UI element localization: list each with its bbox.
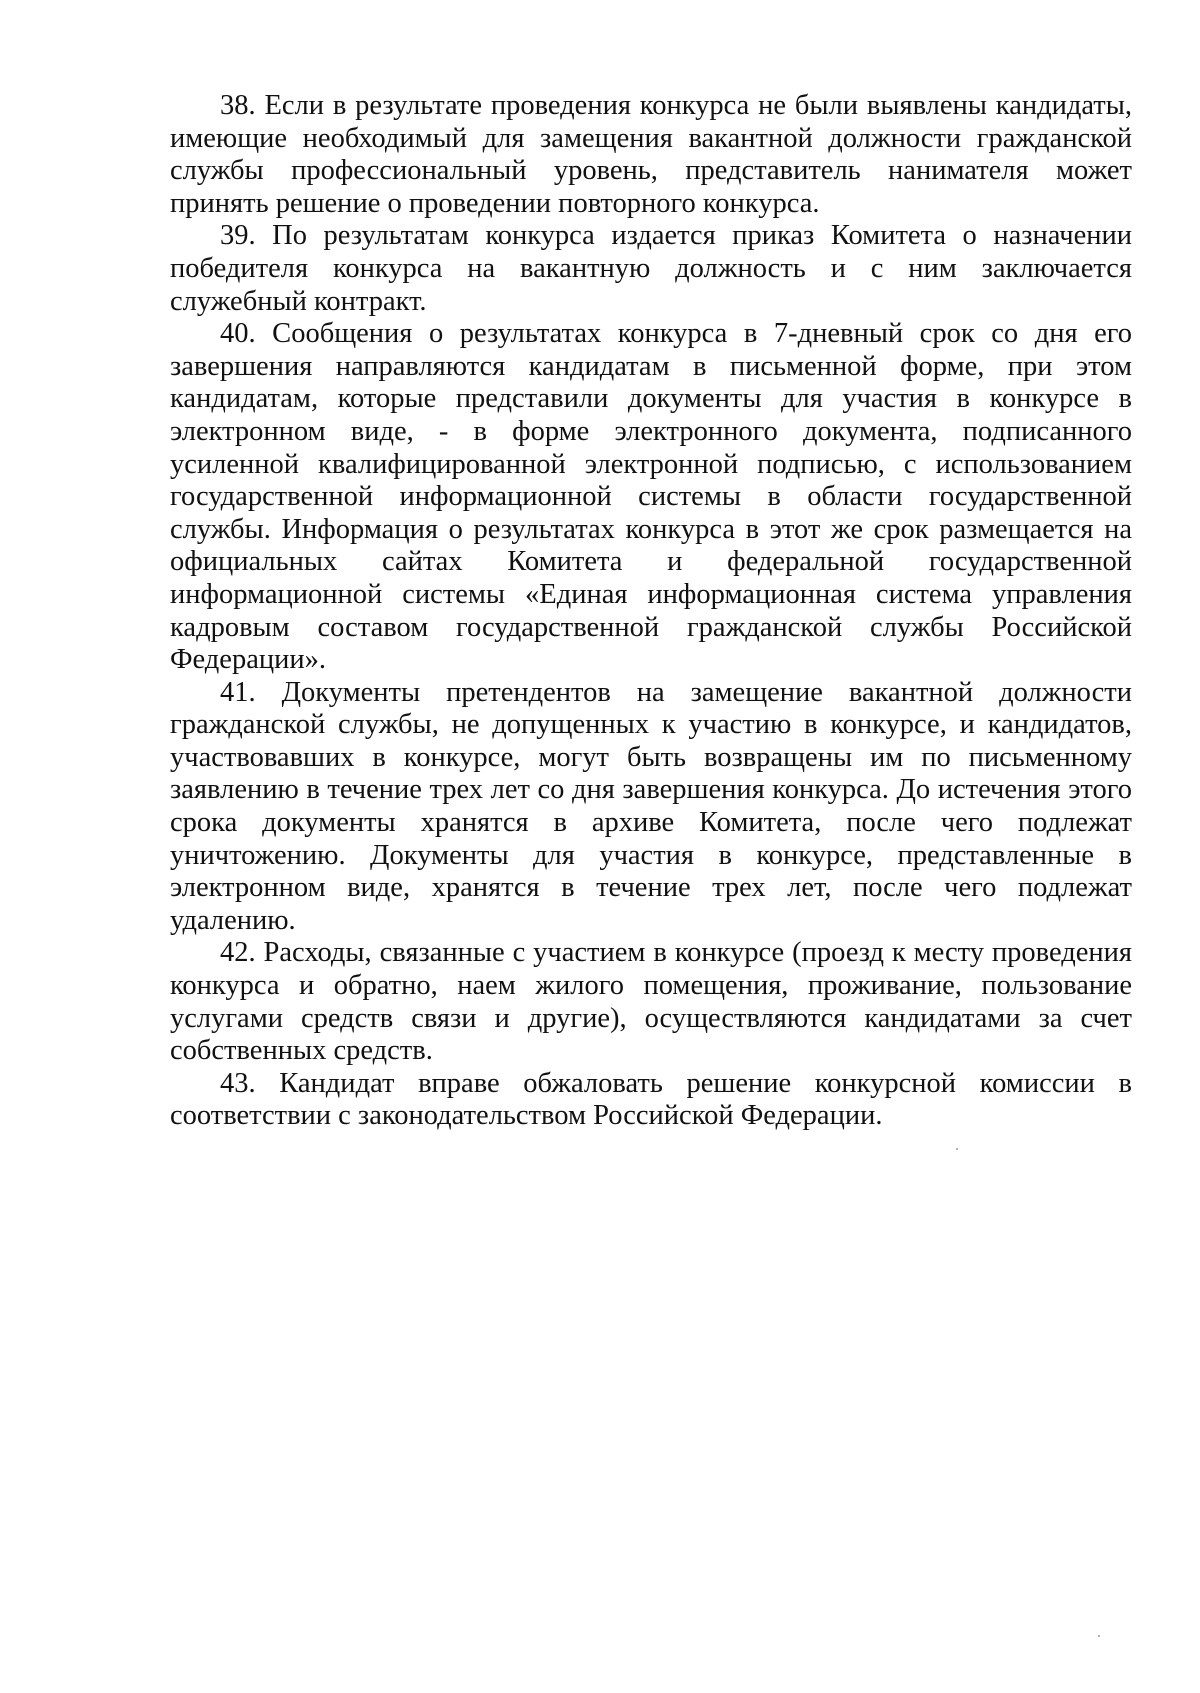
paragraph-42: 42. Расходы, связанные с участием в конкурсе (проезд к месту проведения конкурса и обратно, наем жилого помещения, проживание, пользование услугами средств связи и другие), осуществляются кандидатами за счет собственных средств. (170, 937, 1132, 1067)
paragraph-39: 39. По результатам конкурса издается приказ Комитета о назначении победителя конкурса на вакантную должность и с ним заключается служебный контракт. (170, 220, 1132, 317)
paragraph-40: 40. Сообщения о результатах конкурса в 7-дневный срок со дня его завершения направляются кандидатам в письменной форме, при этом кандидатам, которые представили документы для участия в конкурсе в электронном виде, - в форме электронного документа, подписанного усиленной квалифицированной электронной подписью, с использованием государственной информационной системы в области государственной службы. Информация о результатах конкурса в этот же срок размещается на официальных сайтах Комитета и федеральной государственной информационной системы «Единая информационная система управления кадровым составом государственной гражданской службы Российской Федерации». (170, 318, 1132, 676)
document-body (170, 90, 1132, 1133)
paragraph-41: 41. Документы претендентов на замещение вакантной должности гражданской службы, не допущенных к участию в конкурсе, и кандидатов, участвовавших в конкурсе, могут быть возвращены им по письменному заявлению в течение трех лет со дня завершения конкурса. До истечения этого срока документы хранятся в архиве Комитета, после чего подлежат уничтожению. Документы для участия в конкурсе, представленные в электронном виде, хранятся в течение трех лет, после чего подлежат удалению. (170, 676, 1132, 936)
scan-speck (956, 1148, 958, 1150)
paragraph-43: 43. Кандидат вправе обжаловать решение конкурсной комиссии в соответствии с законодательством Российской Федерации. (170, 1067, 1132, 1132)
paragraph-38: 38. Если в результате проведения конкурса не были выявлены кандидаты, имеющие необходимый для замещения вакантной должности гражданской службы профессиональный уровень, представитель нанимателя может принять решение о проведении повторного конкурса. (170, 90, 1132, 219)
scan-speck (1098, 1635, 1100, 1637)
